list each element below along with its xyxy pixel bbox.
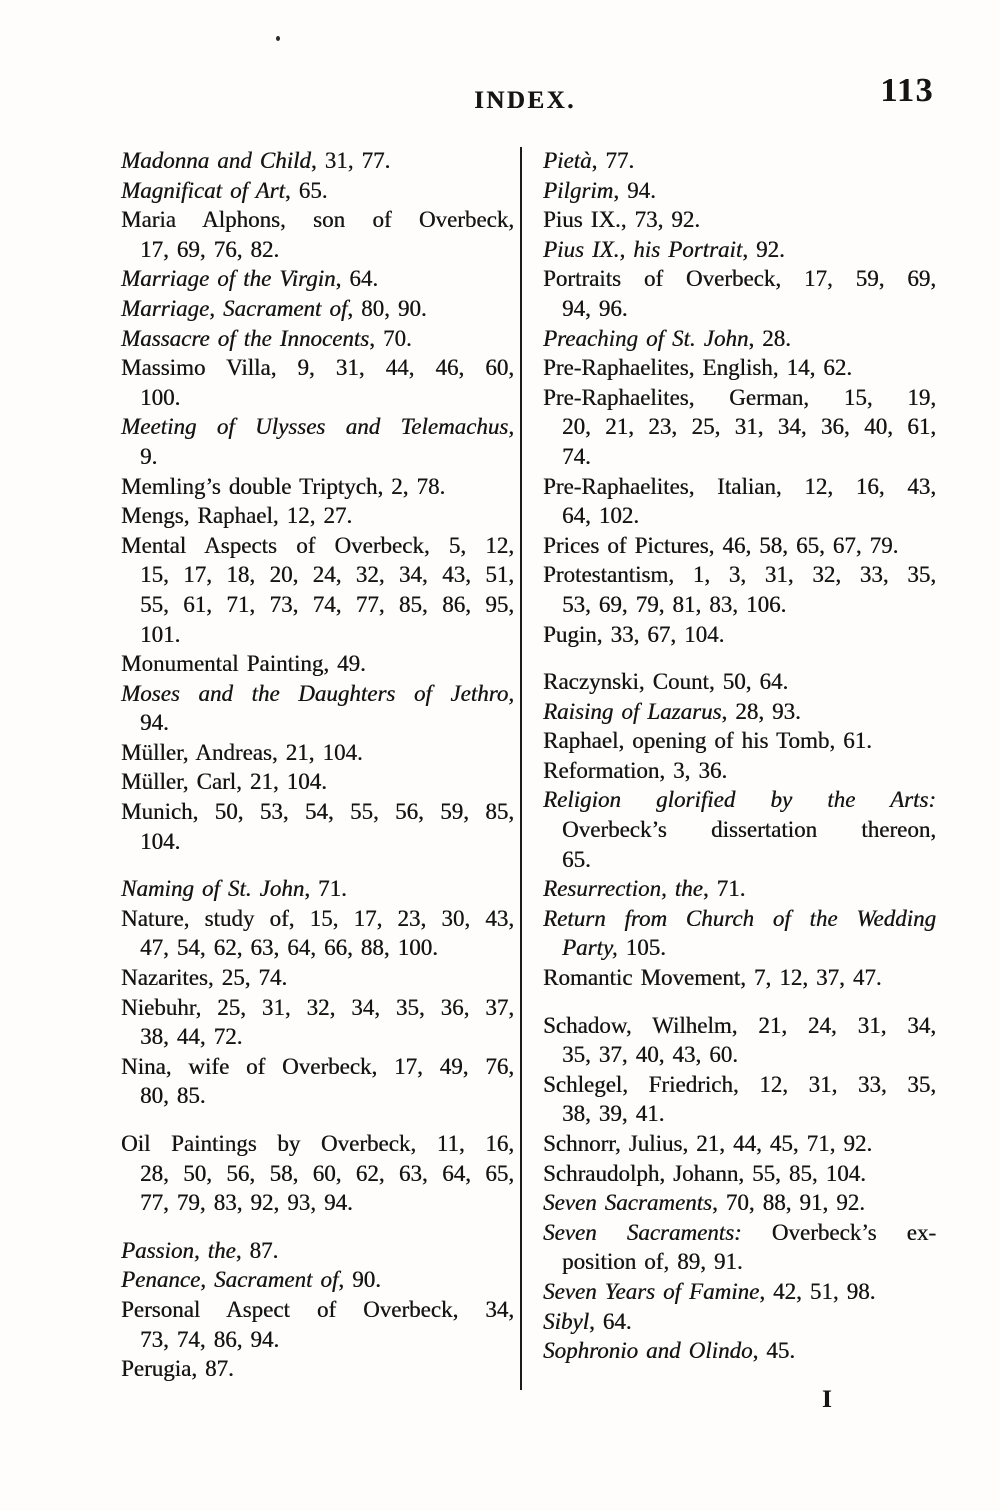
index-entry-first-line: Marriage of the Virgin, 64. xyxy=(121,266,379,292)
index-entry-continuation-line: 77, 79, 83, 92, 93, 94. xyxy=(140,1190,353,1216)
index-entry-first-line: Return from Church of the Wedding xyxy=(543,905,936,931)
index-entry-first-line: Raczynski, Count, 50, 64. xyxy=(543,669,789,695)
index-entry-first-line: Memling’s double Triptych, 2, 78. xyxy=(121,473,446,499)
index-entry xyxy=(543,176,936,206)
index-entry xyxy=(121,294,514,324)
column-divider-rule xyxy=(520,147,522,1390)
index-entry-first-line: Meeting of Ulysses and Telemachus, xyxy=(121,414,514,440)
index-entry xyxy=(543,963,936,993)
index-entry-first-line: Pilgrim, 94. xyxy=(543,177,656,203)
index-entry xyxy=(543,235,936,265)
index-entry-first-line: Oil Paintings by Overbeck, 11, 16, xyxy=(121,1131,514,1156)
index-entry xyxy=(543,1159,936,1189)
index-entry xyxy=(121,1236,514,1266)
index-entry-first-line: Madonna and Child, 31, 77. xyxy=(121,148,391,173)
index-entry xyxy=(543,1070,936,1129)
index-entry xyxy=(543,756,936,786)
index-entry-first-line: Raising of Lazarus, 28, 93. xyxy=(543,698,801,724)
index-entry-continuation-line: 53, 69, 79, 81, 83, 106. xyxy=(562,591,787,617)
index-entry-first-line: Marriage, Sacrament of, 80, 90. xyxy=(121,295,427,321)
index-entry-first-line: Schnorr, Julius, 21, 44, 45, 71, 92. xyxy=(543,1131,873,1156)
index-entry xyxy=(121,1129,514,1218)
index-entry-first-line: Massimo Villa, 9, 31, 44, 46, 60, xyxy=(121,355,514,381)
index-entry-first-line: Prices of Pictures, 46, 58, 65, 67, 79. xyxy=(543,532,899,558)
index-entry-continuation-line: 73, 74, 86, 94. xyxy=(140,1326,280,1352)
index-entry xyxy=(121,904,514,963)
index-entry xyxy=(543,1307,936,1337)
printer-signature-mark: I xyxy=(822,1386,832,1413)
index-entry-first-line: Pugin, 33, 67, 104. xyxy=(543,621,725,647)
index-entry-first-line: Reformation, 3, 36. xyxy=(543,757,728,783)
index-entry xyxy=(121,993,514,1052)
index-entry-continuation-line: 20, 21, 23, 25, 31, 34, 36, 40, 61, xyxy=(562,414,936,440)
index-entry-continuation-line: 65. xyxy=(562,846,591,872)
index-entry xyxy=(121,472,514,502)
index-entry xyxy=(543,1011,936,1070)
index-entry-continuation-line: 28, 50, 56, 58, 60, 62, 63, 64, 65, xyxy=(140,1160,514,1186)
index-entry-first-line: Pre-Raphaelites, English, 14, 62. xyxy=(543,355,853,381)
index-entry-continuation-line: 55, 61, 71, 73, 74, 77, 85, 86, 95, xyxy=(140,591,514,617)
print-speck xyxy=(276,36,280,41)
index-entry xyxy=(543,1277,936,1307)
index-entry-first-line: Pius IX., his Portrait, 92. xyxy=(543,236,785,262)
index-entry-first-line: Pre-Raphaelites, German, 15, 19, xyxy=(543,384,936,410)
index-entry xyxy=(543,1188,936,1218)
index-entry-continuation-line: 64, 102. xyxy=(562,503,640,529)
index-entry-first-line: Personal Aspect of Overbeck, 34, xyxy=(121,1296,514,1322)
index-column-right xyxy=(543,146,936,1366)
index-entry-first-line: Schadow, Wilhelm, 21, 24, 31, 34, xyxy=(543,1012,936,1038)
index-entry-continuation-line: 80, 85. xyxy=(140,1083,206,1109)
index-entry-first-line: Protestantism, 1, 3, 31, 32, 33, 35, xyxy=(543,562,936,588)
index-entry-first-line: Perugia, 87. xyxy=(121,1356,234,1382)
index-entry-first-line: Naming of St. John, 71. xyxy=(121,876,347,902)
index-column-left xyxy=(121,146,514,1384)
index-entry-first-line: Mental Aspects of Overbeck, 5, 12, xyxy=(121,532,514,558)
index-entry xyxy=(121,963,514,993)
index-entry-continuation-line: 100. xyxy=(140,384,181,410)
index-entry-continuation-line: position of, 89, 91. xyxy=(562,1249,743,1275)
index-entry xyxy=(121,501,514,531)
index-entry xyxy=(543,904,936,963)
index-entry xyxy=(121,205,514,264)
index-entry-continuation-line: 35, 37, 40, 43, 60. xyxy=(562,1042,738,1068)
index-entry-first-line: Religion glorified by the Arts: xyxy=(543,787,936,813)
index-entry xyxy=(121,324,514,354)
index-entry-first-line: Schraudolph, Johann, 55, 85, 104. xyxy=(543,1160,866,1186)
index-entry-first-line: Pietà, 77. xyxy=(543,148,635,173)
index-entry-continuation-line: 38, 44, 72. xyxy=(140,1024,243,1050)
index-entry-first-line: Passion, the, 87. xyxy=(121,1237,279,1263)
index-entry-first-line: Penance, Sacrament of, 90. xyxy=(121,1267,381,1293)
index-entry xyxy=(543,324,936,354)
index-entry-first-line: Seven Years of Famine, 42, 51, 98. xyxy=(543,1278,876,1304)
index-entry xyxy=(121,679,514,738)
index-entry xyxy=(121,797,514,856)
index-entry xyxy=(543,620,936,650)
index-entry xyxy=(543,1336,936,1366)
index-entry-first-line: Sophronio and Olindo, 45. xyxy=(543,1338,796,1364)
index-entry-first-line: Moses and the Daughters of Jethro, xyxy=(121,680,514,706)
index-entry xyxy=(121,1354,514,1384)
index-entry xyxy=(121,412,514,471)
index-entry-first-line: Schlegel, Friedrich, 12, 31, 33, 35, xyxy=(543,1071,936,1097)
index-entry-continuation-line: 74. xyxy=(562,443,591,469)
index-entry-first-line: Pre-Raphaelites, Italian, 12, 16, 43, xyxy=(543,473,936,499)
index-entry-continuation-line: 17, 69, 76, 82. xyxy=(140,236,280,262)
index-entry-continuation-line: 47, 54, 62, 63, 64, 66, 88, 100. xyxy=(140,935,438,961)
index-entry-continuation-line: Overbeck’s dissertation thereon, xyxy=(562,817,936,843)
index-entry xyxy=(121,176,514,206)
index-entry-first-line: Seven Sacraments: Overbeck’s ex- xyxy=(543,1219,936,1245)
index-entry-first-line: Nina, wife of Overbeck, 17, 49, 76, xyxy=(121,1053,514,1079)
index-entry-continuation-line: 15, 17, 18, 20, 24, 32, 34, 43, 51, xyxy=(140,562,514,588)
index-entry xyxy=(121,353,514,412)
index-entry-first-line: Maria Alphons, son of Overbeck, xyxy=(121,207,514,233)
index-entry-first-line: Magnificat of Art, 65. xyxy=(121,177,328,203)
index-entry xyxy=(543,531,936,561)
index-entry-continuation-line: 94. xyxy=(140,710,169,736)
index-entry-first-line: Müller, Andreas, 21, 104. xyxy=(121,739,363,765)
index-entry xyxy=(543,1129,936,1159)
index-entry-first-line: Monumental Painting, 49. xyxy=(121,651,366,677)
index-entry xyxy=(121,1052,514,1111)
index-entry-continuation-line: Party, 105. xyxy=(562,935,666,961)
index-entry-first-line: Romantic Movement, 7, 12, 37, 47. xyxy=(543,965,882,991)
index-entry-continuation-line: 101. xyxy=(140,621,181,647)
index-entry xyxy=(543,383,936,472)
index-entry xyxy=(543,146,936,176)
index-entry xyxy=(543,264,936,323)
index-entry-first-line: Niebuhr, 25, 31, 32, 34, 35, 36, 37, xyxy=(121,994,514,1020)
index-entry-first-line: Nature, study of, 15, 17, 23, 30, 43, xyxy=(121,905,514,931)
index-entry xyxy=(543,205,936,235)
index-entry xyxy=(121,767,514,797)
index-entry-first-line: Munich, 50, 53, 54, 55, 56, 59, 85, xyxy=(121,799,514,825)
index-entry xyxy=(543,874,936,904)
index-entry xyxy=(543,697,936,727)
index-entry-continuation-line: 104. xyxy=(140,828,181,854)
index-entry-first-line: Sibyl, 64. xyxy=(543,1308,632,1334)
index-entry xyxy=(121,146,514,176)
index-entry xyxy=(121,1295,514,1354)
index-entry xyxy=(121,531,514,649)
index-entry-continuation-line: 94, 96. xyxy=(562,295,628,321)
index-entry xyxy=(543,726,936,756)
index-entry-first-line: Raphael, opening of his Tomb, 61. xyxy=(543,728,872,754)
index-entry xyxy=(121,874,514,904)
index-entry xyxy=(121,264,514,294)
index-entry xyxy=(543,667,936,697)
index-entry xyxy=(543,472,936,531)
index-entry-first-line: Müller, Carl, 21, 104. xyxy=(121,769,327,795)
index-entry xyxy=(121,738,514,768)
index-entry-first-line: Portraits of Overbeck, 17, 59, 69, xyxy=(543,266,936,292)
index-entry-first-line: Massacre of the Innocents, 70. xyxy=(121,325,412,351)
index-entry-first-line: Nazarites, 25, 74. xyxy=(121,965,288,991)
index-entry-first-line: Pius IX., 73, 92. xyxy=(543,207,701,233)
index-entry xyxy=(121,649,514,679)
index-entry xyxy=(543,1218,936,1277)
index-entry xyxy=(543,785,936,874)
index-entry xyxy=(121,1265,514,1295)
index-entry xyxy=(543,353,936,383)
index-entry xyxy=(543,560,936,619)
page-number: 113 xyxy=(880,72,934,109)
index-entry-continuation-line: 9. xyxy=(140,443,158,469)
index-entry-first-line: Seven Sacraments, 70, 88, 91, 92. xyxy=(543,1190,865,1216)
index-entry-continuation-line: 38, 39, 41. xyxy=(562,1101,665,1127)
index-entry-first-line: Preaching of St. John, 28. xyxy=(543,325,791,351)
index-entry-first-line: Mengs, Raphael, 12, 27. xyxy=(121,503,353,529)
page-title: INDEX. xyxy=(474,87,576,114)
index-entry-first-line: Resurrection, the, 71. xyxy=(543,876,746,902)
